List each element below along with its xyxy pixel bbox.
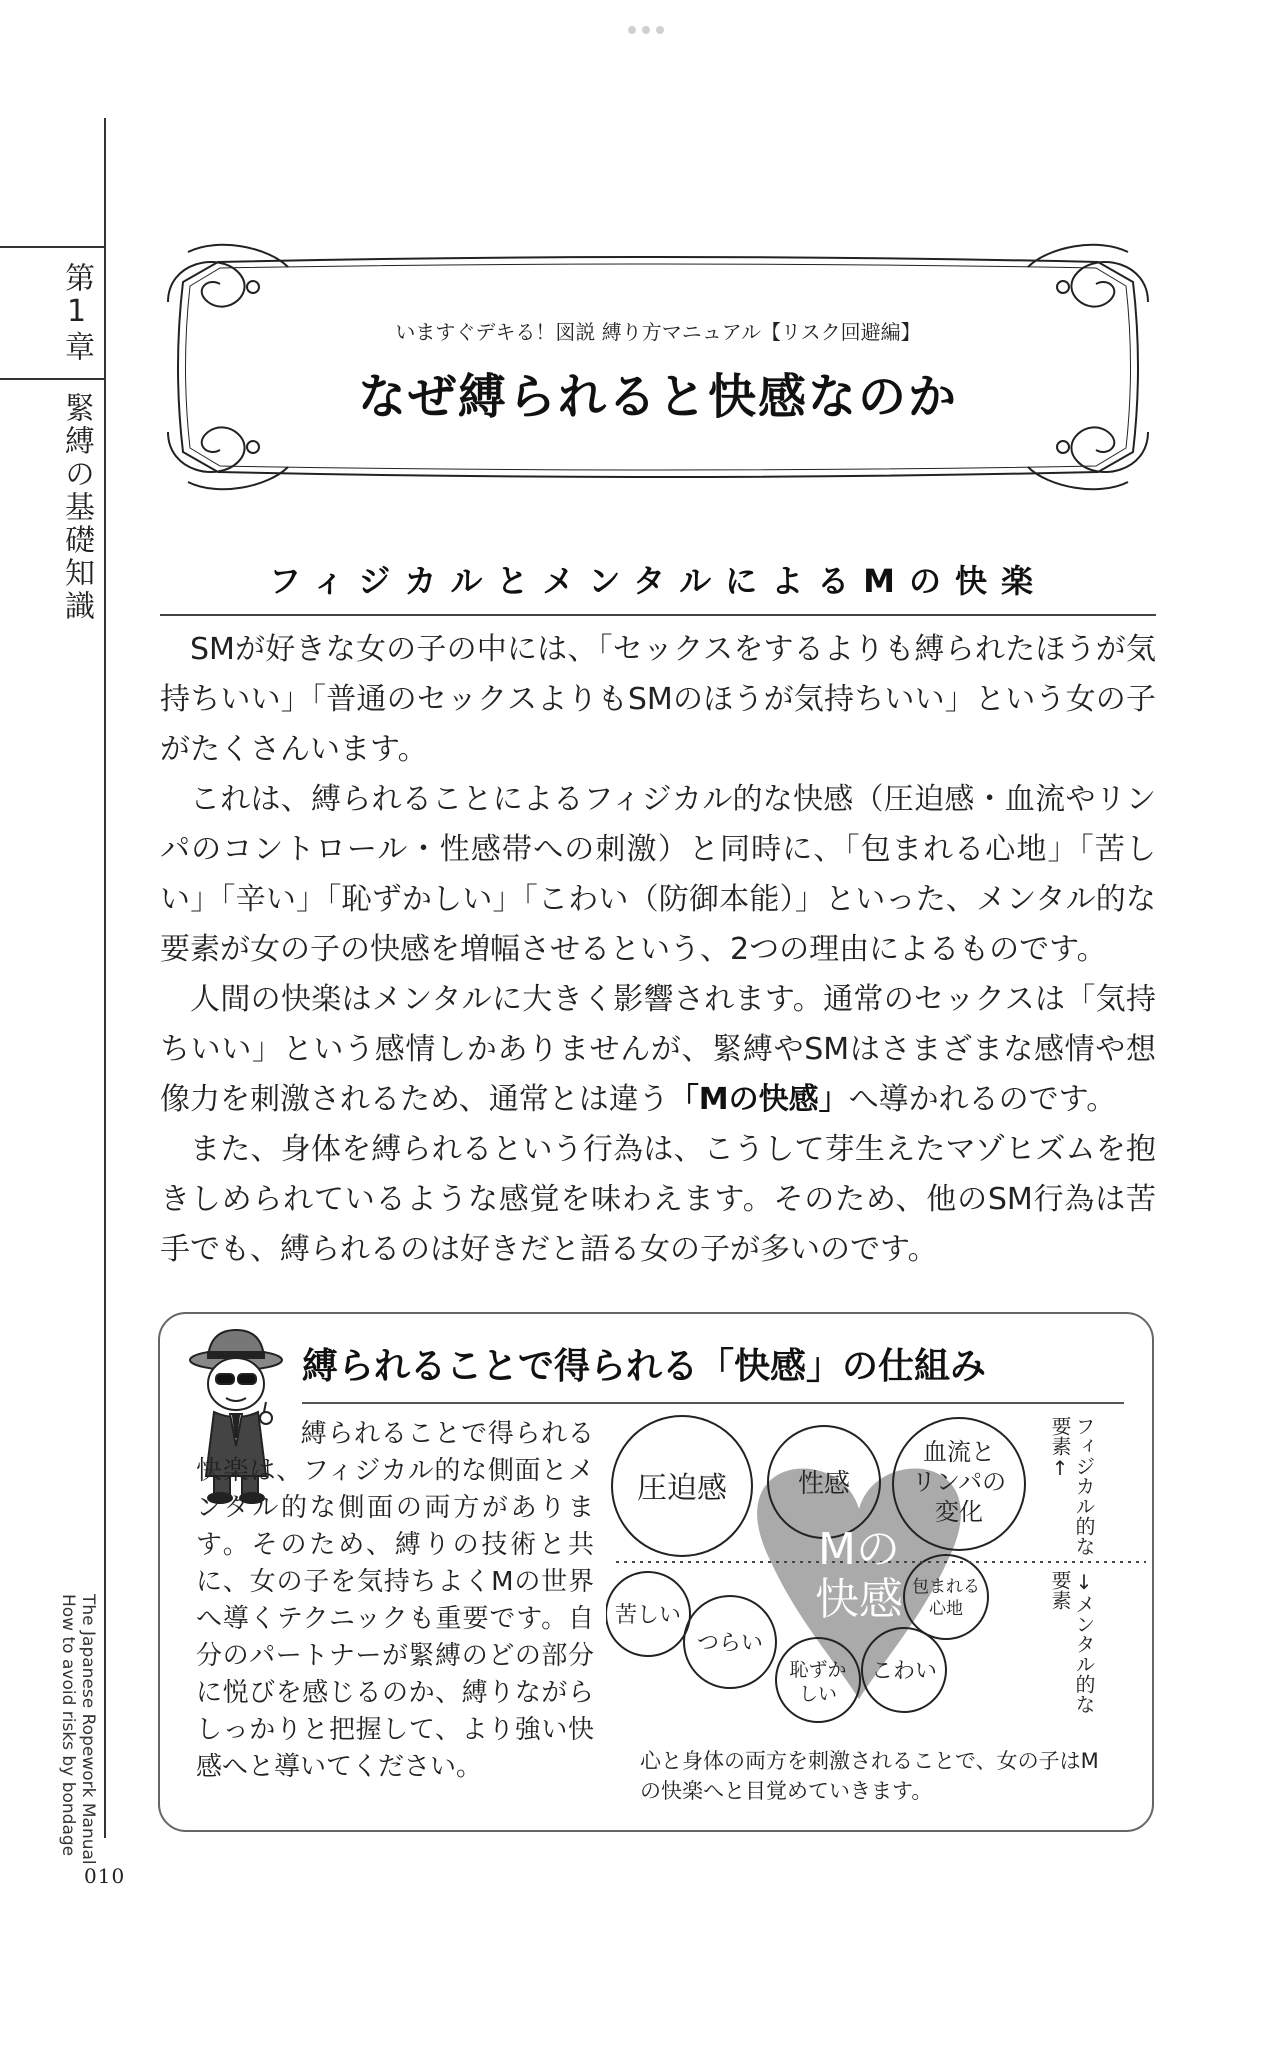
label-scary: こわい (870, 1659, 938, 1684)
label-wrapped-2: 心地 (929, 1599, 963, 1619)
page-number: 010 (84, 1864, 126, 1888)
box-text (196, 1416, 594, 1786)
paragraph-3-part-b: へ導かれるのです。 (848, 1082, 1117, 1117)
chapter-title: 緊縛の基礎知識 (59, 392, 94, 623)
box-rule (302, 1402, 1124, 1404)
paragraph-4: また、身体を縛られるという行為は、こうして芽生えたマゾヒズムを抱きしめられているような感覚を味わえます。そのため、他のSM行為は苦手でも、縛られるのは好きだと語る女の子が多いのです。 (160, 1132, 1156, 1267)
label-painful: 苦しい (614, 1603, 682, 1628)
paragraph-2: これは、縛られることによるフィジカル的な快感（圧迫感・血流やリンパのコントロール・性感帯への刺激）と同時に、「包まれる心地」「苦しい」「辛い」「恥ずかしい」「こわい（防御本能）」といった、メンタル的な要素が女の子の快感を増幅させるという、2つの理由によるものです。 (160, 782, 1156, 967)
book-english-title (58, 1594, 98, 1865)
box-title: 縛られることで得られる「快感」の仕組み (302, 1346, 987, 1387)
page-title: なぜ縛られると快感なのか (357, 369, 958, 425)
margin-rule (104, 118, 106, 1838)
paragraph-3 (160, 975, 1156, 1125)
side-label-physical: フィジカル的な要素↑ (1048, 1416, 1096, 1556)
emphasis-m-pleasure: 「Mの快感」 (668, 1082, 849, 1117)
label-embarrassing-2: しい (798, 1683, 838, 1705)
heart-label-1: Mの (818, 1524, 900, 1575)
section-heading: フィジカルとメンタルによるMの快楽 (268, 562, 1047, 600)
label-embarrassing-1: 恥ずか (789, 1659, 847, 1681)
label-blood-2: リンパの (911, 1468, 1007, 1496)
page-dots (628, 26, 664, 34)
label-hard: つらい (696, 1631, 764, 1656)
book-subtitle: いますぐデキる！図説 縛り方マニュアル【リスク回避編】 (395, 320, 921, 344)
box-text-body: 縛られることで得られる快楽は、フィジカル的な側面とメンタル的な側面の両方があります。そのため、縛りの技術と共に、女の子を気持ちよくMの世界へ導くテクニックも重要です。自分のパートナーが緊縛のどの部分に悦びを感じるのか、縛りながらしっかりと把握して、より強い快感へと導いてください。 (196, 1419, 594, 1782)
label-wrapped-1: 包まれる (912, 1577, 980, 1597)
label-pressure: 圧迫感 (637, 1471, 727, 1506)
english-title-line1: The Japanese Ropework Manual (78, 1594, 98, 1865)
english-title-line2: How to avoid risks by bondage (58, 1594, 78, 1857)
paragraph-1: SMが好きな女の子の中には、「セックスをするよりも縛られたほうが気持ちいい」「普通のセックスよりもSMのほうが気持ちいい」という女の子がたくさんいます。 (160, 632, 1156, 767)
side-label-mental: ↓メンタル的な要素 (1048, 1570, 1096, 1714)
paragraph-3-part-a: 人間の快楽はメンタルに大きく影響されます。通常のセックスは「気持ちいい」という感情しかありませんが、緊縛やSMはさまざまな感情や想像力を刺激されるため、通常とは違う (160, 982, 1156, 1117)
diagram-caption: 心と身体の両方を刺激されることで、女の子はMの快楽へと目覚めていきます。 (640, 1749, 1099, 1803)
body-text (160, 625, 1156, 1275)
label-blood-1: 血流と (923, 1438, 995, 1466)
label-blood-3: 変化 (935, 1498, 983, 1526)
label-sensitivity: 性感 (797, 1469, 851, 1499)
heart-label-2: 快感 (815, 1574, 903, 1625)
chapter-label: 第1章 (59, 262, 94, 363)
section-rule (160, 614, 1156, 616)
